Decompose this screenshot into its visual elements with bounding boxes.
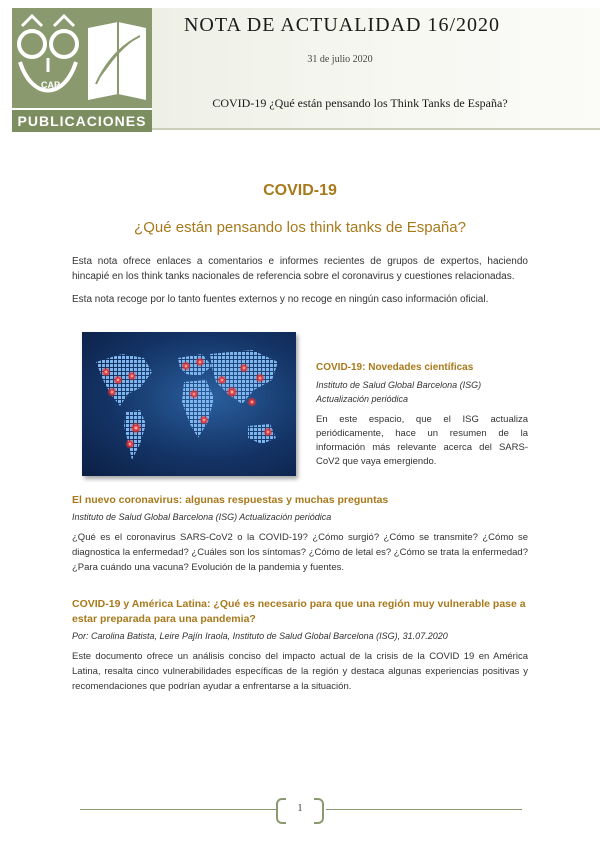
footer-line-left — [80, 809, 276, 810]
card-source-institution: Instituto de Salud Global Barcelona (ISG) — [316, 380, 482, 390]
logo-badge: CAP — [41, 80, 61, 90]
card-source-frequency: Actualización periódica — [316, 394, 409, 404]
document-title: NOTA DE ACTUALIDAD 16/2020 — [183, 14, 501, 36]
logo-text: PUBLICACIONES — [12, 108, 152, 132]
card-source — [316, 378, 528, 406]
article-1-body: ¿Qué es el coronavirus SARS-CoV2 o la COVID-19? ¿Cómo surgió? ¿Cómo se transmite? ¿Cómo se diagnostica la enfermedad? ¿Cuáles son los síntomas? ¿Cómo de letal es? ¿Cómo se trata la enfermedad? ¿Para cuándo una vacuna? Evolución de la pandemia y fuentes. — [72, 532, 528, 573]
logo — [12, 8, 152, 132]
world-map-image — [82, 332, 296, 476]
article-2-body: Este documento ofrece un análisis conciso del impacto actual de la crisis de la COVID 19 en América Latina, resalta cinco vulnerabilidades específicas de la región y destaca algunas experiencias positivas y recomendaciones que podrían ayudar a enfrentarse a la situación. — [72, 651, 528, 692]
document-date: 31 de julio 2020 — [307, 54, 373, 65]
article-2-source: Por: Carolina Batista, Leire Pajín Iraola, Instituto de Salud Global Barcelona (ISG), 31.07.2020 — [72, 631, 448, 641]
header-divider — [152, 128, 600, 130]
card-title: COVID-19: Novedades científicas — [316, 362, 474, 373]
page-number: 1 — [297, 803, 303, 814]
article-1-source: Instituto de Salud Global Barcelona (ISG) Actualización periódica — [72, 512, 332, 522]
intro-disclaimer: Esta nota recoge por lo tanto fuentes externos y no recoge en ningún caso información oficial. — [72, 294, 489, 305]
document-header — [0, 0, 600, 132]
owl-book-logo-icon — [12, 8, 152, 112]
article-1-title: El nuevo coronavirus: algunas respuestas y muchas preguntas — [72, 494, 389, 506]
article-2-title: COVID-19 y América Latina: ¿Qué es necesario para que una región muy vulnerable pase a estar preparada para una pandemia? — [72, 598, 526, 625]
card-body: En este espacio, que el ISG actualiza periódicamente, hace un resumen de la información más relevante acerca del SARS-CoV2 que vaya emergiendo. — [316, 414, 528, 467]
footer-bracket-right — [314, 798, 324, 824]
intro-paragraph: Esta nota ofrece enlaces a comentarios e informes recientes de grupos de expertos, haciendo hincapié en los think tanks nacionales de referencia sobre el coronavirus y cuestiones relacionadas. — [72, 256, 528, 282]
document-subtitle: COVID-19 ¿Qué están pensando los Think Tanks de España? — [212, 96, 508, 110]
world-map-icon — [82, 332, 296, 476]
main-subtitle: ¿Qué están pensando los think tanks de España? — [134, 219, 466, 236]
main-title: COVID-19 — [263, 182, 337, 199]
footer-line-right — [326, 809, 522, 810]
footer-bracket-left — [276, 798, 286, 824]
